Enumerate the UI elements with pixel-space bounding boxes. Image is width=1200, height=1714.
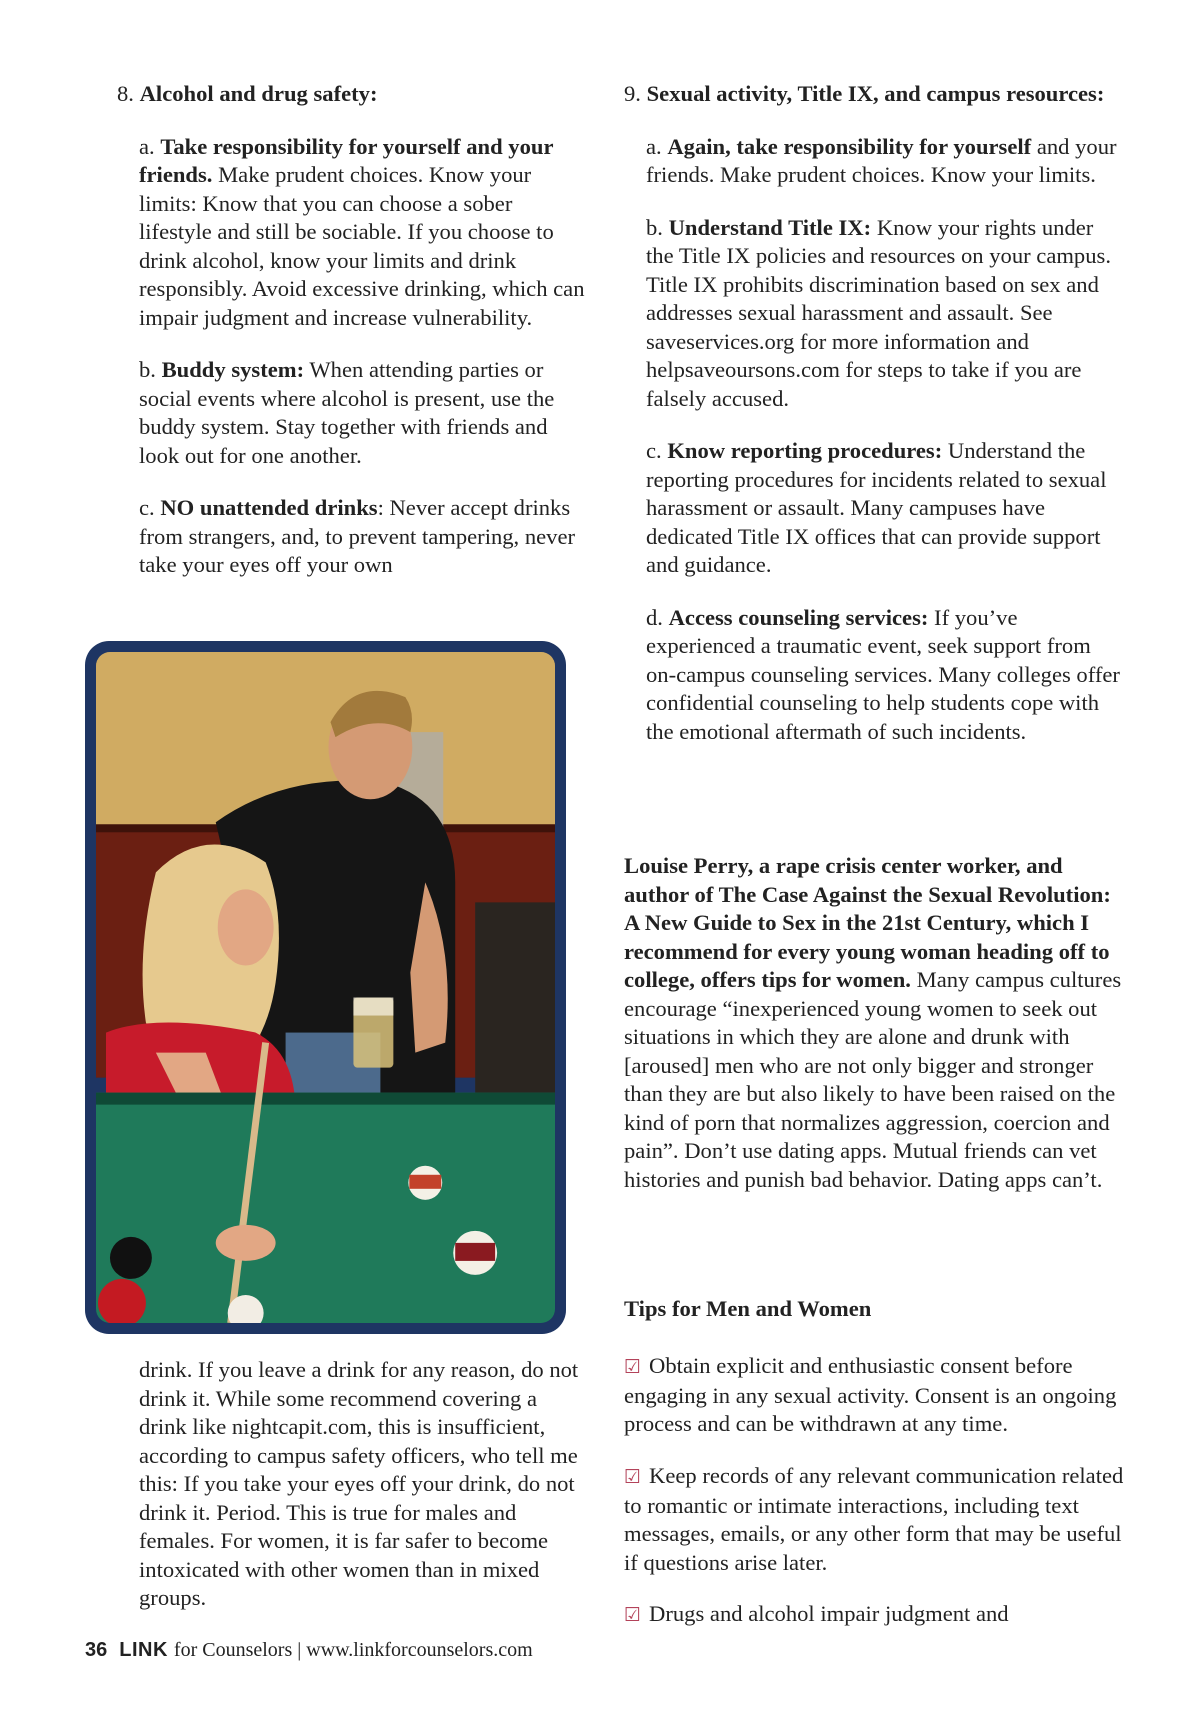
item-bold-lead: NO unattended drinks [160,495,378,520]
photo-illustration [96,652,555,1323]
checkbox-icon: ☑ [624,1604,642,1626]
item-prefix: c. [646,438,662,463]
item-prefix: a. [646,133,662,159]
page-number: 36 [85,1639,108,1661]
item-text: When attending parties or social events where alcohol is present, use the buddy system. Stay together with friends and look out for one another. [139,357,555,468]
publication-info: for Counselors | www.linkforcounselors.com [173,1639,533,1661]
tip-text: Drugs and alcohol impair judgment and [649,1601,1009,1626]
tip-item [624,1352,1124,1439]
section-9-item-a [646,133,1124,190]
tips-title: Tips for Men and Women [624,1296,872,1321]
section-8-heading [117,80,587,109]
section-9-number: 9. [624,81,641,106]
pool-hall-photo [96,652,555,1323]
quote-bold-lead: Louise Perry, a rape crisis center worker, and author of The Case Against the Sexual Revolution: A New Guide to Sex in the 21st Century, which I recommend for every young woman heading off to college, offers tips for women. [624,853,1111,992]
item-prefix: b. [139,357,156,382]
item-bold-lead: Access counseling services: [668,604,929,630]
section-8-title: Alcohol and drug safety: [139,81,378,106]
section-8-number: 8. [117,81,134,106]
section-8-item-b [139,356,587,470]
right-column [624,80,1124,770]
section-9-item-d [646,604,1124,747]
tip-item [624,1600,1124,1630]
item-prefix: a. [139,133,155,159]
left-column [117,80,587,604]
section-9-item-b [646,214,1124,414]
section-8-item-c [139,494,587,580]
item-text: Know your rights under the Title IX policies and resources on your campus. Title IX prohibits discrimination based on sex and addresses sexual harassment and assault. See saveservices.org for more information and helpsaveoursons.com for steps to take if you are falsely accused. [646,214,1111,411]
checkbox-icon: ☑ [624,1466,642,1488]
item-bold-lead: Know reporting procedures: [667,438,943,463]
checkbox-icon: ☑ [624,1356,642,1378]
quote-text: Many campus cultures encourage “inexperienced young women to seek out situations in which they are alone and drunk with [aroused] men who are not only bigger and stronger than they are but also likely to have been raised on the kind of porn that normalizes aggression, coercion and pain”. Don’t use dating apps. Mutual friends can vet histories and punish bad behavior. Dating apps can’t. [624,967,1122,1192]
tip-text: Obtain explicit and enthusiastic consent before engaging in any sexual activity. Consent is an ongoing process and can be withdrawn at any time. [624,1353,1117,1436]
item-bold-lead: Buddy system: [161,357,305,382]
tip-item [624,1462,1124,1577]
section-9-item-c [646,437,1124,580]
item-prefix: b. [646,214,663,240]
page-footer [85,1637,533,1663]
louise-perry-quote [624,852,1129,1194]
section-9-heading [624,80,1124,109]
item-text: and your friends. Make prudent choices. Know your limits. [646,133,1117,187]
section-8-item-a [139,133,587,333]
tip-text: Keep records of any relevant communication related to romantic or intimate interactions, including text messages, emails, or any other form that may be useful if questions arise later. [624,1463,1124,1575]
item-bold-lead: Again, take responsibility for yourself [667,133,1032,159]
item-text: Understand the reporting procedures for incidents related to sexual harassment or assault. Many campuses have dedicated Title IX offices that can provide support and guidance. [646,438,1107,577]
section-9-title: Sexual activity, Title IX, and campus resources: [646,81,1105,106]
item-text: Make prudent choices. Know your limits: Know that you can choose a sober lifestyle and still be sociable. If you choose to drink alcohol, know your limits and drink responsibly. Avoid excessive drinking, which can impair judgment and increase vulnerability. [139,162,585,330]
section-8-item-c-continued: drink. If you leave a drink for any reason, do not drink it. While some recommend covering a drink like nightcapit.com, this is insufficient, according to campus safety officers, who tell me this: If you take your eyes off your drink, do not drink it. Period. This is true for males and females. For women, it is far safer to become intoxicated with other women than in mixed groups. [139,1357,579,1610]
left-column-continued [139,1356,589,1613]
item-text: If you’ve experienced a traumatic event, seek support from on-campus counseling services. Many colleges offer confidential counseling to help students cope with the emotional aftermath of such incidents. [646,604,1120,744]
item-bold-lead: Take responsibility for yourself and your friends. [139,133,554,187]
item-text: : Never accept drinks from strangers, and, to prevent tampering, never take your eyes off your own [139,495,576,577]
item-prefix: c. [139,495,155,520]
brand-name: LINK [119,1639,168,1661]
item-bold-lead: Understand Title IX: [668,214,872,240]
quote-paragraph [624,852,1129,1194]
pool-hall-photo-frame [85,641,566,1334]
item-prefix: d. [646,604,663,630]
